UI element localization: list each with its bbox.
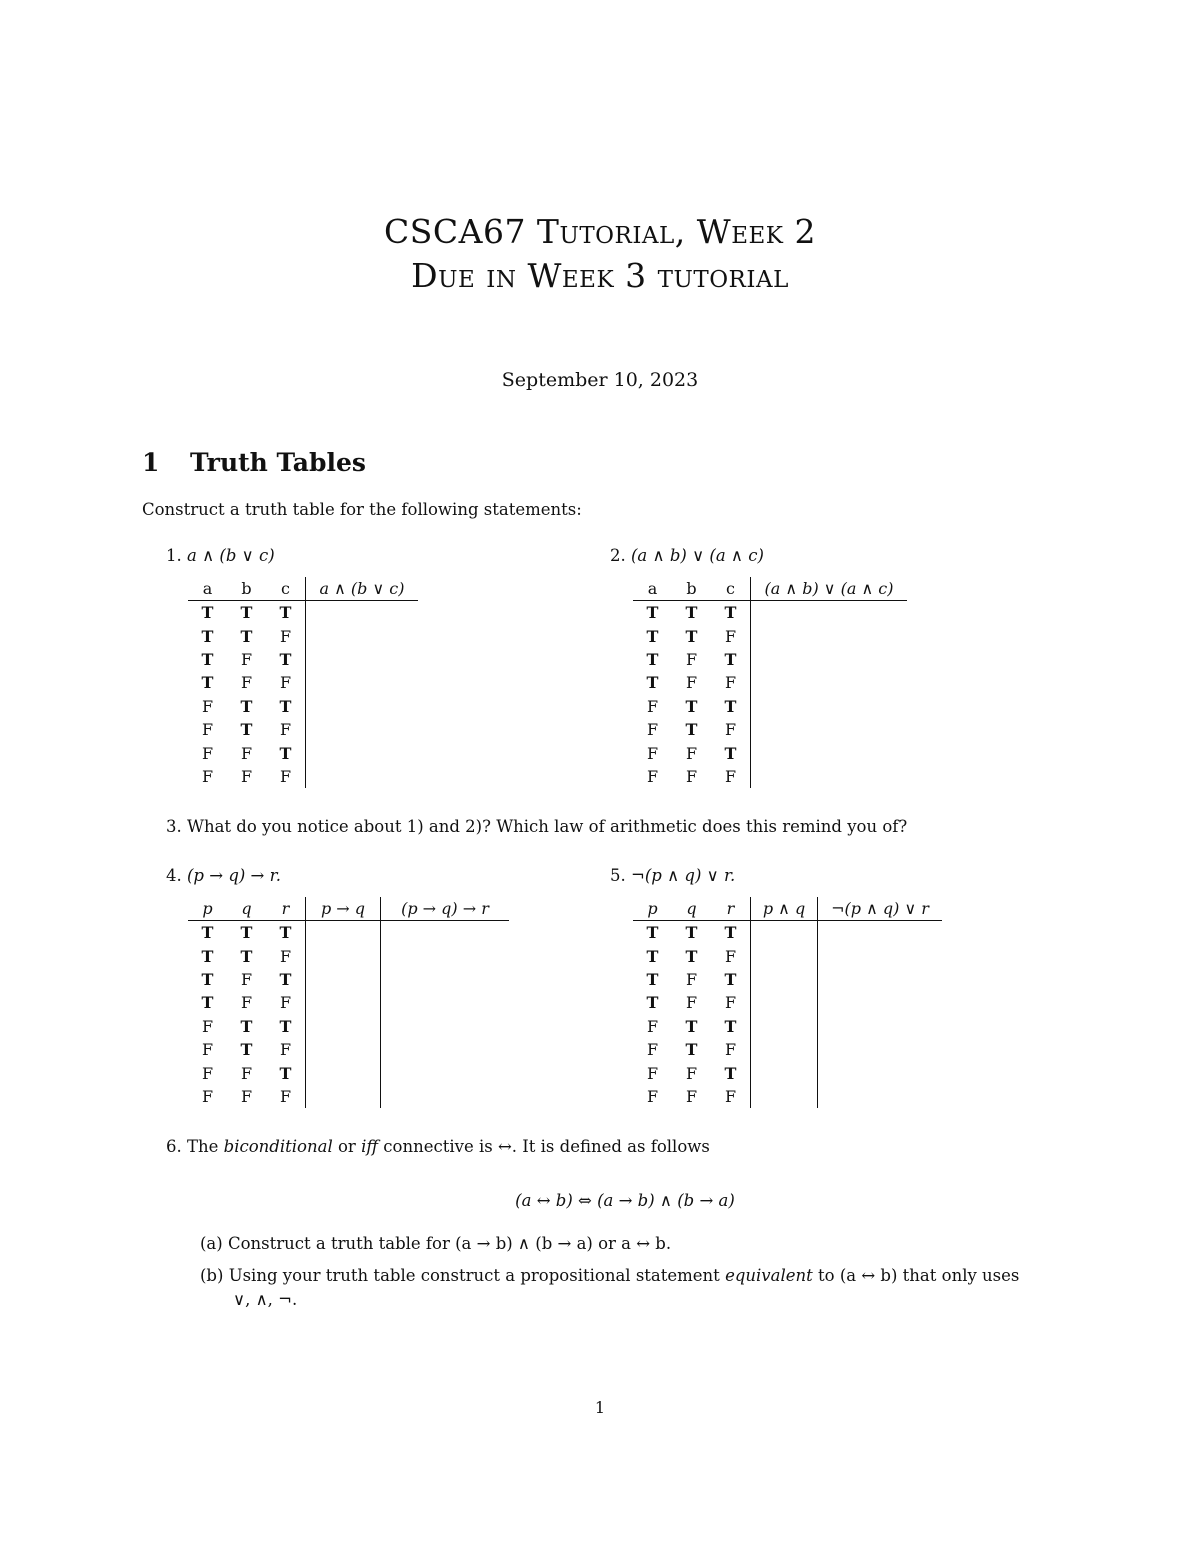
truth-value-cell: T (201, 946, 214, 966)
problem-3 (166, 817, 907, 836)
problem-6 (166, 1137, 710, 1156)
truth-value-cell: F (646, 1063, 659, 1083)
answer-cell (751, 1085, 818, 1108)
document-date: September 10, 2023 (501, 369, 699, 391)
answer-cell (818, 968, 943, 991)
truth-value-cell: F (685, 649, 698, 669)
table-row (633, 1061, 942, 1084)
column-header: c (711, 577, 751, 601)
problem-6-term-iff: iff (361, 1137, 379, 1156)
page-number: 1 (594, 1398, 606, 1417)
truth-value-cell: F (646, 1040, 659, 1060)
answer-cell (751, 921, 818, 945)
problem-5-expression: ¬(p ∧ q) ∨ r. (631, 866, 736, 885)
column-header: a ∧ (b ∨ c) (306, 577, 419, 601)
truth-value-cell: F (279, 673, 292, 693)
answer-cell (306, 718, 419, 741)
answer-cell (751, 1038, 818, 1061)
truth-table-5 (633, 897, 942, 1108)
answer-cell (381, 968, 510, 991)
column-header: p (188, 897, 227, 921)
problem-6b (200, 1266, 1019, 1285)
truth-value-cell: T (279, 1063, 292, 1083)
answer-cell (381, 991, 510, 1014)
truth-value-cell: F (646, 1086, 659, 1106)
table-row (633, 1015, 942, 1038)
truth-value-cell: T (240, 946, 253, 966)
truth-value-cell: F (279, 1040, 292, 1060)
truth-value-cell: T (201, 626, 214, 646)
answer-cell (751, 991, 818, 1014)
answer-cell (818, 921, 943, 945)
truth-value-cell: T (279, 923, 292, 943)
table-row (633, 601, 907, 625)
truth-value-cell: F (201, 696, 214, 716)
truth-value-cell: F (646, 720, 659, 740)
truth-value-cell: F (724, 1040, 737, 1060)
truth-value-cell: T (240, 603, 253, 623)
problem-6b-line2: ∨, ∧, ¬. (233, 1290, 298, 1309)
answer-cell (381, 1085, 510, 1108)
truth-value-cell: T (279, 649, 292, 669)
truth-value-cell: F (724, 946, 737, 966)
answer-cell (306, 695, 419, 718)
table-row (633, 695, 907, 718)
truth-value-cell: F (646, 766, 659, 786)
biconditional-definition: (a ↔ b) ⇔ (a → b) ∧ (b → a) (515, 1191, 735, 1210)
problem-6-text-post: connective is ↔. It is defined as follows (383, 1137, 710, 1156)
truth-table-1 (188, 577, 418, 788)
truth-value-cell: T (240, 696, 253, 716)
column-header: ¬(p ∧ q) ∨ r (818, 897, 943, 921)
table-row (188, 718, 418, 741)
column-header: b (227, 577, 266, 601)
problem-6b-term-equivalent: equivalent (725, 1266, 813, 1285)
answer-cell (751, 601, 908, 625)
truth-value-cell: F (201, 1063, 214, 1083)
answer-cell (381, 1061, 510, 1084)
table-row (633, 968, 942, 991)
answer-cell (818, 991, 943, 1014)
truth-value-cell: T (240, 720, 253, 740)
truth-value-cell: T (685, 696, 698, 716)
table-row (633, 1038, 942, 1061)
problem-6-label: 6. (166, 1137, 182, 1156)
table-row (633, 991, 942, 1014)
table-row (633, 1085, 942, 1108)
truth-value-cell: T (201, 649, 214, 669)
column-header: a (633, 577, 672, 601)
column-header: (p → q) → r (381, 897, 510, 921)
answer-cell (818, 1015, 943, 1038)
table-row (188, 1015, 509, 1038)
answer-cell (751, 765, 908, 788)
truth-value-cell: F (685, 1063, 698, 1083)
problem-6a-label: (a) (200, 1234, 223, 1253)
table-row (633, 741, 907, 764)
intro-text: Construct a truth table for the following statements: (142, 500, 582, 519)
truth-value-cell: F (279, 946, 292, 966)
truth-value-cell: F (724, 993, 737, 1013)
truth-value-cell: T (279, 603, 292, 623)
truth-value-cell: T (724, 969, 737, 989)
column-header: r (711, 897, 751, 921)
problem-6b-label: (b) (200, 1266, 224, 1285)
answer-cell (751, 1015, 818, 1038)
truth-value-cell: F (279, 720, 292, 740)
section-heading (142, 448, 366, 477)
table-row (188, 671, 418, 694)
column-header: c (266, 577, 306, 601)
truth-value-cell: T (724, 1016, 737, 1036)
truth-value-cell: F (201, 1040, 214, 1060)
truth-value-cell: F (685, 1086, 698, 1106)
truth-value-cell: T (646, 946, 659, 966)
truth-value-cell: T (685, 1040, 698, 1060)
column-header: a (188, 577, 227, 601)
table-row (188, 601, 418, 625)
table-row (188, 741, 418, 764)
section-title: Truth Tables (190, 448, 366, 477)
truth-value-cell: F (240, 993, 253, 1013)
truth-value-cell: T (685, 626, 698, 646)
truth-value-cell: T (724, 603, 737, 623)
answer-cell (751, 624, 908, 647)
column-header: (a ∧ b) ∨ (a ∧ c) (751, 577, 908, 601)
truth-value-cell: T (724, 923, 737, 943)
truth-value-cell: T (685, 720, 698, 740)
table-header-row (188, 577, 418, 601)
problem-6b-text-post: to (a ↔ b) that only uses (818, 1266, 1020, 1285)
truth-value-cell: T (646, 626, 659, 646)
truth-value-cell: T (646, 923, 659, 943)
truth-value-cell: F (724, 1086, 737, 1106)
truth-value-cell: T (646, 649, 659, 669)
truth-value-cell: F (201, 1086, 214, 1106)
answer-cell (751, 741, 908, 764)
table-row (188, 695, 418, 718)
truth-value-cell: T (279, 696, 292, 716)
problem-6-text-or: or (337, 1137, 356, 1156)
answer-cell (306, 944, 381, 967)
problem-1-expression: a ∧ (b ∨ c) (187, 546, 275, 565)
table-row (188, 968, 509, 991)
truth-value-cell: F (685, 766, 698, 786)
answer-cell (751, 695, 908, 718)
truth-value-cell: F (685, 673, 698, 693)
truth-value-cell: T (685, 923, 698, 943)
truth-value-cell: T (646, 603, 659, 623)
truth-value-cell: F (646, 696, 659, 716)
column-header: q (672, 897, 711, 921)
answer-cell (818, 1061, 943, 1084)
truth-value-cell: F (201, 1016, 214, 1036)
truth-value-cell: F (240, 673, 253, 693)
truth-value-cell: F (685, 743, 698, 763)
answer-cell (306, 671, 419, 694)
answer-cell (751, 671, 908, 694)
answer-cell (751, 648, 908, 671)
truth-value-cell: T (724, 649, 737, 669)
answer-cell (306, 741, 419, 764)
problem-6a (200, 1234, 671, 1253)
truth-value-cell: F (240, 1063, 253, 1083)
truth-table-4 (188, 897, 509, 1108)
table-row (633, 648, 907, 671)
truth-value-cell: F (240, 1086, 253, 1106)
truth-value-cell: F (724, 720, 737, 740)
problem-6b-text-pre: Using your truth table construct a propositional statement (228, 1266, 720, 1285)
table-row (633, 718, 907, 741)
truth-value-cell: F (724, 626, 737, 646)
truth-value-cell: T (201, 923, 214, 943)
column-header: q (227, 897, 266, 921)
answer-cell (306, 624, 419, 647)
answer-cell (306, 991, 381, 1014)
problem-1 (166, 546, 275, 565)
answer-cell (306, 1038, 381, 1061)
table-row (188, 944, 509, 967)
problem-2-label: 2. (610, 546, 626, 565)
problem-6-term-biconditional: biconditional (223, 1137, 333, 1156)
answer-cell (306, 601, 419, 625)
problem-3-text: What do you notice about 1) and 2)? Which law of arithmetic does this remind you of? (187, 817, 908, 836)
truth-value-cell: T (201, 969, 214, 989)
truth-value-cell: T (240, 923, 253, 943)
truth-value-cell: F (279, 626, 292, 646)
table-row (188, 1061, 509, 1084)
truth-value-cell: T (201, 673, 214, 693)
table-row (188, 921, 509, 945)
problem-4 (166, 866, 281, 885)
answer-cell (751, 968, 818, 991)
answer-cell (306, 968, 381, 991)
truth-value-cell: F (685, 993, 698, 1013)
truth-value-cell: T (685, 1016, 698, 1036)
truth-value-cell: F (685, 969, 698, 989)
table-row (633, 921, 942, 945)
problem-2 (610, 546, 764, 565)
truth-value-cell: T (724, 1063, 737, 1083)
truth-value-cell: F (279, 993, 292, 1013)
problem-6a-text: Construct a truth table for (a → b) ∧ (b → a) or a ↔ b. (227, 1234, 672, 1253)
truth-value-cell: T (724, 743, 737, 763)
table-row (188, 648, 418, 671)
truth-value-cell: F (240, 649, 253, 669)
truth-value-cell: F (646, 743, 659, 763)
answer-cell (751, 944, 818, 967)
problem-5-label: 5. (610, 866, 626, 885)
truth-value-cell: F (240, 743, 253, 763)
truth-value-cell: T (685, 603, 698, 623)
truth-value-cell: T (240, 1016, 253, 1036)
truth-value-cell: F (201, 720, 214, 740)
problem-3-label: 3. (166, 817, 182, 836)
problem-4-expression: (p → q) → r. (187, 866, 281, 885)
truth-value-cell: T (646, 969, 659, 989)
truth-value-cell: F (646, 1016, 659, 1036)
table-row (188, 1085, 509, 1108)
table-row (188, 991, 509, 1014)
truth-value-cell: T (279, 743, 292, 763)
truth-value-cell: T (685, 946, 698, 966)
answer-cell (751, 1061, 818, 1084)
table-row (188, 765, 418, 788)
truth-value-cell: F (240, 969, 253, 989)
truth-value-cell: T (279, 969, 292, 989)
table-row (633, 671, 907, 694)
truth-value-cell: F (279, 766, 292, 786)
table-row (188, 624, 418, 647)
truth-value-cell: T (240, 1040, 253, 1060)
table-row (633, 624, 907, 647)
column-header: b (672, 577, 711, 601)
answer-cell (306, 765, 419, 788)
document-title-line2: Due in Week 3 tutorial (411, 256, 789, 295)
column-header: p (633, 897, 672, 921)
answer-cell (818, 1038, 943, 1061)
problem-5 (610, 866, 735, 885)
column-header: r (266, 897, 306, 921)
truth-value-cell: T (240, 626, 253, 646)
table-header-row (188, 897, 509, 921)
answer-cell (306, 1015, 381, 1038)
answer-cell (381, 1015, 510, 1038)
truth-value-cell: F (279, 1086, 292, 1106)
truth-value-cell: F (724, 673, 737, 693)
problem-6-text-pre: The (187, 1137, 219, 1156)
truth-value-cell: T (279, 1016, 292, 1036)
problem-1-label: 1. (166, 546, 182, 565)
document-title-line1: CSCA67 Tutorial, Week 2 (384, 212, 816, 251)
column-header: p ∧ q (751, 897, 818, 921)
answer-cell (818, 1085, 943, 1108)
answer-cell (381, 944, 510, 967)
truth-value-cell: F (201, 766, 214, 786)
column-header: p → q (306, 897, 381, 921)
answer-cell (381, 921, 510, 945)
answer-cell (306, 1061, 381, 1084)
answer-cell (818, 944, 943, 967)
section-number: 1 (142, 448, 160, 477)
answer-cell (306, 1085, 381, 1108)
table-row (633, 765, 907, 788)
problem-2-expression: (a ∧ b) ∨ (a ∧ c) (631, 546, 764, 565)
answer-cell (751, 718, 908, 741)
truth-value-cell: F (724, 766, 737, 786)
table-row (188, 1038, 509, 1061)
truth-value-cell: F (201, 743, 214, 763)
truth-value-cell: T (646, 993, 659, 1013)
truth-value-cell: F (240, 766, 253, 786)
answer-cell (381, 1038, 510, 1061)
answer-cell (306, 648, 419, 671)
truth-value-cell: T (724, 696, 737, 716)
truth-value-cell: T (646, 673, 659, 693)
problem-4-label: 4. (166, 866, 182, 885)
truth-value-cell: T (201, 603, 214, 623)
answer-cell (306, 921, 381, 945)
table-header-row (633, 577, 907, 601)
table-header-row (633, 897, 942, 921)
truth-value-cell: T (201, 993, 214, 1013)
table-row (633, 944, 942, 967)
truth-table-2 (633, 577, 907, 788)
